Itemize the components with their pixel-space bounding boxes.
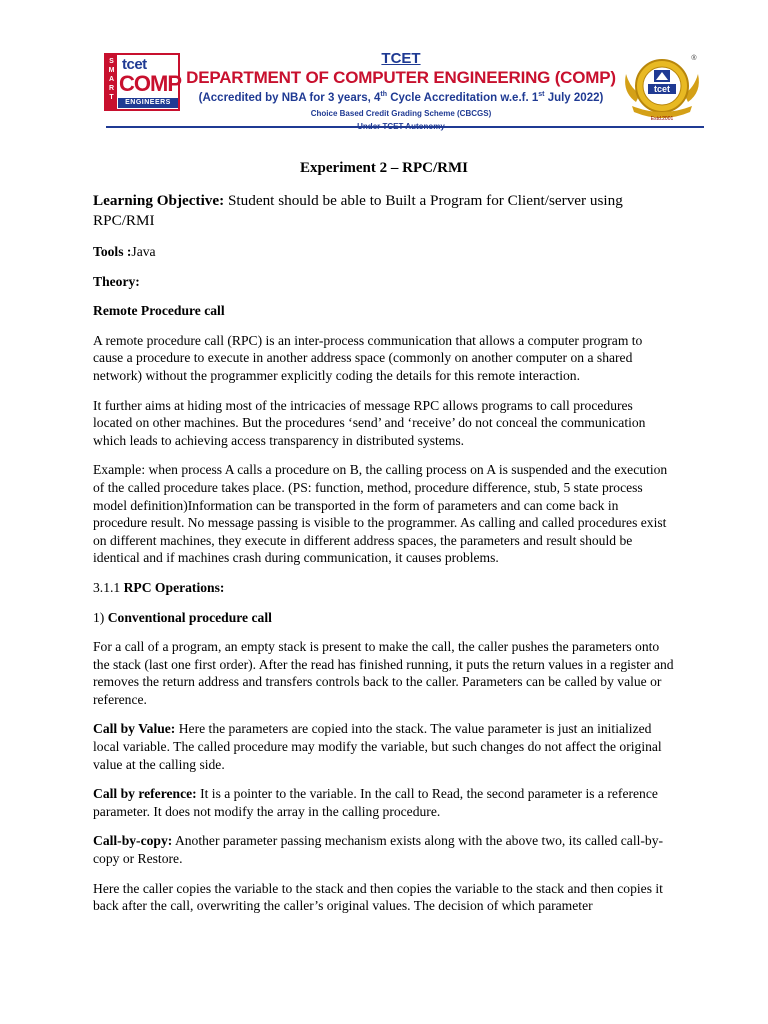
cbcgs-line: Choice Based Credit Grading Scheme (CBCGS) — [310, 108, 492, 118]
svg-text:Estd.2001: Estd.2001 — [650, 116, 674, 122]
paragraph-copy-restore: Here the caller copies the variable to the stack and then copies the variable to the stack and then copies it back after the call, overwriting the caller’s original values. The decision of which parameter — [93, 880, 663, 914]
paragraph-call-by-reference: Call by reference: It is a pointer to the variable. In the call to Read, the second parameter is a reference parameter. It does not modify the array in the calling procedure. — [93, 786, 658, 819]
comp-logo — [104, 53, 180, 111]
paragraph-rpc-aims: It further aims at hiding most of the intricacies of message RPC allows programs to call procedures located on other machines. But the procedures ‘send’ and ‘receive’ do not conceal the communication which leads to achieving access transparency in distributed systems. — [93, 397, 646, 448]
accreditation-line: (Accredited by NBA for 3 years, 4th Cycle Accreditation w.e.f. 1st July 2022) — [198, 91, 604, 104]
tools-line: Tools :Java — [93, 244, 156, 259]
logo-engineers-text: ENGINEERS — [118, 98, 178, 108]
letterhead — [104, 44, 708, 130]
svg-text:®: ® — [691, 55, 697, 62]
paragraph-conventional-call: For a call of a program, an empty stack is present to make the call, the caller pushes the parameters onto the stack (last one first order). After the read has finished running, it puts the return values in a register and removes the return address and transfers controls back to the caller. Parameters can be called by value or reference. — [93, 639, 674, 707]
document-body — [93, 158, 675, 927]
logo-tcet-text: tcet — [122, 56, 147, 73]
paragraph-call-by-value: Call by Value: Here the parameters are copied into the stack. The value parameter is just an initialized local variable. The called procedure may modify the variable, but such changes do not affect the original value at the calling side. — [93, 721, 662, 772]
subheading-conventional-call: 1) Conventional procedure call — [93, 609, 272, 625]
paragraph-rpc-definition: A remote procedure call (RPC) is an inter-process communication that allows a computer program to cause a procedure to execute in another address space (commonly on another computer on a shared network) without the programmer explicitly coding the details for this remote interaction. — [93, 332, 643, 383]
tcet-crest-logo — [618, 44, 706, 124]
experiment-title: Experiment 2 – RPC/RMI — [300, 160, 468, 176]
paragraph-call-by-copy: Call-by-copy: Another parameter passing mechanism exists along with the above two, its called call-by-copy or Restore. — [93, 833, 664, 867]
paragraph-rpc-example: Example: when process A calls a procedure on B, the calling process on A is suspended and the execution of the called procedure takes place. (PS: function, method, procedure difference, stub, 5 state process model definition)Information can be transported in the form of parameters and can come back in procedure result. No message passing is visible to the programmer. As calling and called procedures exist on different machines, they execute in different address spaces, the parameters and result should be identical and if machines crash during communication, it causes problems. — [93, 462, 668, 566]
department-name: DEPARTMENT OF COMPUTER ENGINEERING (COMP) — [186, 68, 616, 87]
logo-comp-text: COMP — [119, 71, 181, 96]
section-heading-rpc-operations: 3.1.1 RPC Operations: — [93, 579, 225, 595]
svg-text:tcet: tcet — [653, 84, 671, 94]
theory-heading: Theory: — [93, 273, 140, 289]
header-divider — [106, 126, 704, 128]
rpc-heading: Remote Procedure call — [93, 303, 225, 319]
learning-objective: Learning Objective: Student should be able to Built a Program for Client/server using RPC/RMI — [93, 192, 623, 229]
logo-smart-text: S M A R T — [106, 55, 117, 109]
letterhead-text — [176, 50, 626, 132]
institute-name: TCET — [381, 50, 421, 67]
